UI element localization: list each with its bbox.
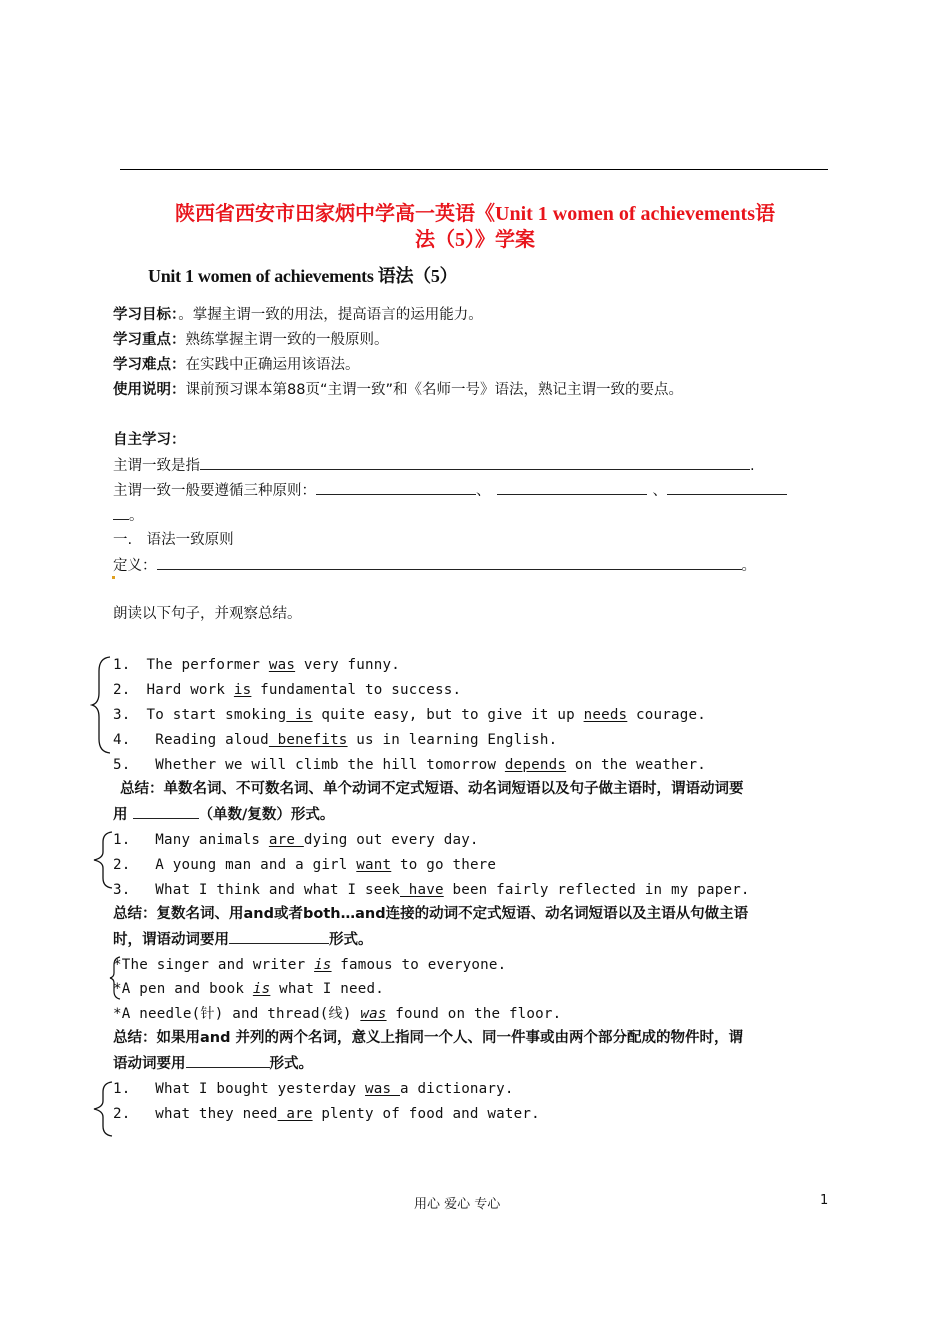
example-sentence: 1. Many animals are dying out every day. bbox=[113, 832, 479, 848]
footer-motto: 用心 爱心 专心 bbox=[414, 1197, 501, 1212]
goal-label: 学习重点： bbox=[113, 332, 186, 348]
section-heading: 一. 语法一致原则 bbox=[113, 532, 234, 548]
example-sentence: 1. What I bought yesterday was a dictionary. bbox=[113, 1081, 514, 1097]
answer-blank[interactable] bbox=[113, 505, 129, 520]
verb: was bbox=[360, 1006, 387, 1022]
summary-text: 总结：复数名词、用and或者both…and连接的动词不定式短语、动名词短语以及主语从句做主语 bbox=[113, 906, 749, 922]
answer-blank[interactable] bbox=[229, 929, 329, 944]
goal-text: 课前预习课本第88页“主谓一致”和《名师一号》语法，熟记主谓一致的要点。 bbox=[185, 382, 683, 398]
example-sentence: *A pen and book is what I need. bbox=[113, 981, 385, 997]
verb: have bbox=[400, 882, 444, 898]
goal-row bbox=[113, 305, 483, 325]
title-line-2: 法（5）》学案 bbox=[415, 229, 535, 251]
example-sentence: 5. Whether we will climb the hill tomorrow depends on the weather. bbox=[113, 757, 706, 773]
header-rule bbox=[120, 169, 828, 170]
verb: are bbox=[268, 832, 304, 848]
title-line-1: 陕西省西安市田家炳中学高一英语《Unit 1 women of achievements语 bbox=[175, 203, 775, 225]
goal-text: 熟练掌握主谓一致的一般原则。 bbox=[185, 332, 389, 348]
verb: needs bbox=[583, 707, 628, 723]
verb: want bbox=[356, 857, 392, 873]
question-row bbox=[113, 455, 755, 476]
goal-label: 使用说明： bbox=[113, 382, 186, 398]
verb: is bbox=[233, 682, 252, 698]
self-study-heading: 自主学习： bbox=[113, 432, 186, 448]
question-text: 主谓一致一般要遵循三种原则： bbox=[113, 483, 316, 499]
verb: was bbox=[268, 657, 296, 673]
goal-row bbox=[113, 330, 389, 350]
example-sentence: 2. Hard work is fundamental to success. bbox=[113, 682, 462, 698]
summary-text: 总结：如果用and 并列的两个名词，意义上指同一个人、同一件事或由两个部分配成的物件时，谓 bbox=[113, 1030, 744, 1046]
example-sentence: *A needle(针) and thread(线) was found on the floor. bbox=[113, 1006, 562, 1022]
example-sentence: 4. Reading aloud benefits us in learning English. bbox=[113, 732, 558, 748]
answer-blank[interactable] bbox=[667, 480, 787, 495]
punctuation: 。 bbox=[129, 508, 144, 524]
answer-blank[interactable] bbox=[186, 1053, 270, 1068]
example-sentence: 2. what they need are plenty of food and water. bbox=[113, 1106, 540, 1122]
instruction-text: 朗读以下句子，并观察总结。 bbox=[113, 606, 302, 622]
punctuation: . bbox=[750, 458, 755, 474]
punctuation: 。 bbox=[741, 558, 756, 574]
question-row bbox=[113, 505, 144, 526]
brace-icon bbox=[90, 655, 114, 755]
punctuation: 、 bbox=[476, 483, 491, 499]
goal-text: 在实践中正确运用该语法。 bbox=[185, 357, 360, 373]
verb: is bbox=[314, 957, 332, 973]
goal-text: 。掌握主谓一致的用法，提高语言的运用能力。 bbox=[178, 307, 483, 323]
answer-blank[interactable] bbox=[316, 480, 476, 495]
verb: is bbox=[252, 981, 271, 997]
example-sentence: 1. The performer was very funny. bbox=[113, 657, 401, 673]
example-sentence: 2. A young man and a girl want to go there bbox=[113, 857, 497, 873]
document-title bbox=[110, 201, 840, 253]
question-row bbox=[113, 480, 787, 501]
answer-blank[interactable] bbox=[497, 480, 647, 495]
example-sentence: 3. To start smoking is quite easy, but to give it up needs courage. bbox=[113, 707, 706, 723]
answer-blank[interactable] bbox=[200, 455, 750, 470]
answer-blank[interactable] bbox=[133, 804, 199, 819]
goal-row bbox=[113, 380, 683, 400]
verb: benefits bbox=[268, 732, 348, 748]
page-number: 1 bbox=[820, 1193, 829, 1208]
verb: is bbox=[286, 707, 313, 723]
example-sentence: 3. What I think and what I seek have been fairly reflected in my paper. bbox=[113, 882, 750, 898]
punctuation: 、 bbox=[652, 483, 667, 499]
summary-text: 时，谓语动词要用 形式。 bbox=[113, 929, 373, 950]
answer-blank[interactable] bbox=[157, 555, 742, 570]
question-text: 主谓一致是指 bbox=[113, 458, 200, 474]
goal-label: 学习目标： bbox=[113, 307, 179, 323]
verb: was bbox=[365, 1081, 400, 1097]
definition-row bbox=[113, 555, 756, 576]
goal-label: 学习难点： bbox=[113, 357, 186, 373]
summary-text: 用 （单数/复数）形式。 bbox=[113, 804, 334, 825]
definition-label: 定义： bbox=[113, 558, 157, 574]
summary-text: 语动词要用 形式。 bbox=[113, 1053, 313, 1074]
goal-row bbox=[113, 355, 360, 375]
document-subtitle: Unit 1 women of achievements 语法（5） bbox=[148, 266, 458, 286]
marker-dot bbox=[112, 576, 115, 579]
verb: are bbox=[277, 1106, 313, 1122]
verb: depends bbox=[504, 757, 567, 773]
summary-text: 总结：单数名词、不可数名词、单个动词不定式短语、动名词短语以及句子做主语时，谓语动词要 bbox=[120, 781, 744, 797]
example-sentence: *The singer and writer is famous to everyone. bbox=[113, 957, 507, 973]
